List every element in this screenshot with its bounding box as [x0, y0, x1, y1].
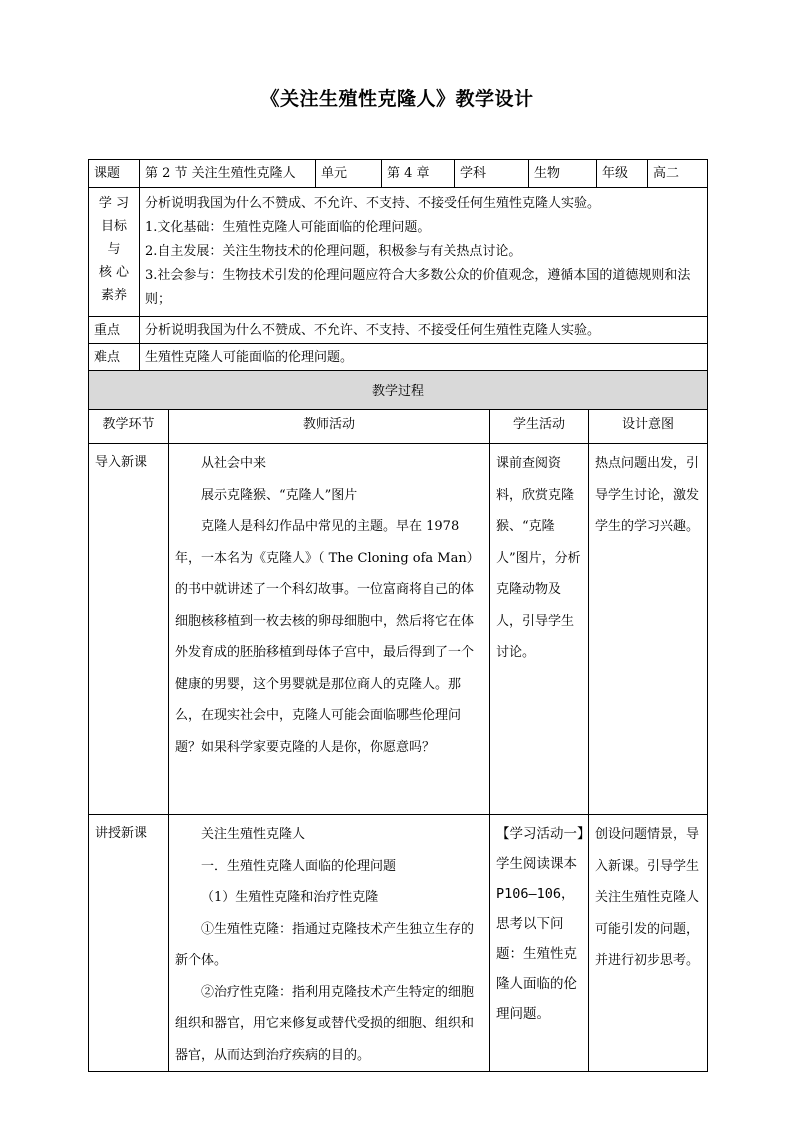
- student-activity: [490, 815, 589, 1072]
- student-line: 课前查阅资料，欣赏克隆猴、“克隆人”图片，分析克隆动物及人，引导学生讨论。: [496, 456, 581, 660]
- process-header-row: [89, 410, 708, 444]
- objectives-label-line: 核 心: [98, 265, 130, 280]
- teacher-activity: [169, 815, 490, 1072]
- teacher-line: 展示克隆猴、“克隆人”图片: [201, 487, 358, 503]
- subject-value: 生物: [529, 160, 597, 188]
- teacher-line: 一．生殖性克隆人面临的伦理问题: [201, 858, 397, 874]
- teacher-line: 从社会中来: [201, 456, 267, 471]
- topic-label: 课题: [89, 160, 140, 188]
- process-table: [88, 370, 708, 1072]
- header-stage: 教学环节: [89, 410, 169, 444]
- header-teacher: 教师活动: [169, 410, 490, 444]
- process-band: 教学过程: [89, 371, 708, 410]
- topic-value: 第 2 节 关注生殖性克隆人: [140, 160, 316, 188]
- design-intent: [589, 815, 708, 1072]
- grade-value: 高二: [648, 160, 708, 188]
- unit-value: 第 4 章: [382, 160, 455, 188]
- objectives-label-line: 素养: [100, 288, 127, 303]
- objectives-label: [89, 188, 140, 317]
- teacher-line: 关注生殖性克隆人: [201, 827, 306, 842]
- teacher-line: ①生殖性克隆：指通过克隆技术产生独立生存的新个体。: [175, 921, 475, 968]
- teacher-line: 克隆人是科幻作品中常见的主题。早在 1978 年，一本名为《克隆人》（ The Cloning ofa Man）的书中就讲述了一个科幻故事。一位富商将自己的体细胞核移植到一枚去核的卵母细胞中，然后将它在体外发育成的胚胎移植到母体子宫中，最后得到了一个健康的男婴，这个男婴就是那位商人的克隆人。那么，在现实社会中，克隆人可能会面临哪些伦理问题？如果科学家要克隆的人是你，你愿意吗？: [175, 519, 480, 755]
- teacher-line: （1）生殖性克隆和治疗性克隆: [201, 890, 379, 905]
- student-line: 学生阅读课本P106—106，思考以下问题：生殖性克隆人面临的伦理问题。: [496, 856, 577, 1022]
- objective-line: 分析说明我国为什么不赞成、不允许、不支持、不接受任何生殖性克隆人实验。: [145, 196, 601, 211]
- design-line: 热点问题出发，引导学生讨论，激发学生的学习兴趣。: [595, 456, 700, 534]
- difficulty-value: 生殖性克隆人可能面临的伦理问题。: [140, 344, 708, 372]
- process-row-lecture: [89, 815, 708, 1072]
- objectives-label-line: 目标: [100, 219, 127, 234]
- header-student: 学生活动: [490, 410, 589, 444]
- objectives-label-line: 与: [107, 242, 121, 257]
- design-intent: [589, 444, 708, 815]
- process-band-row: [89, 371, 708, 410]
- difficulty-label: 难点: [89, 344, 140, 372]
- objectives-body: [140, 188, 708, 317]
- subject-label: 学科: [455, 160, 529, 188]
- objective-line: 3.社会参与：生物技术引发的伦理问题应符合大多数公众的价值观念，遵循本国的道德规则和法则；: [145, 268, 691, 307]
- key-point-value: 分析说明我国为什么不赞成、不允许、不支持、不接受任何生殖性克隆人实验。: [140, 317, 708, 344]
- stage-cell: 导入新课: [89, 444, 169, 815]
- teacher-line: ②治疗性克隆：指利用克隆技术产生特定的细胞组织和器官，用它来修复或替代受损的细胞、组织和器官，从而达到治疗疾病的目的。: [175, 984, 475, 1063]
- teacher-activity: [169, 444, 490, 815]
- student-activity: [490, 444, 589, 815]
- key-point-row: [89, 317, 708, 344]
- process-row-intro: [89, 444, 708, 815]
- objectives-row: [89, 188, 708, 317]
- document-title: 《关注生殖性克隆人》教学设计: [260, 88, 534, 110]
- student-line: 【学习活动一】: [496, 826, 591, 842]
- key-point-label: 重点: [89, 317, 140, 344]
- objective-line: 1.文化基础：生殖性克隆人可能面临的伦理问题。: [145, 220, 431, 235]
- info-table: [88, 159, 708, 372]
- difficulty-row: [89, 344, 708, 372]
- header-design: 设计意图: [589, 410, 708, 444]
- objective-line: 2.自主发展：关注生物技术的伦理问题，积极参与有关热点讨论。: [145, 244, 522, 259]
- design-line: 创设问题情景，导入新课。引导学生关注生殖性克隆人可能引发的问题，并进行初步思考。: [595, 827, 700, 968]
- unit-label: 单元: [316, 160, 382, 188]
- stage-cell: 讲授新课: [89, 815, 169, 1072]
- info-row: [89, 160, 708, 188]
- objectives-label-line: 学 习: [98, 196, 130, 211]
- grade-label: 年级: [597, 160, 648, 188]
